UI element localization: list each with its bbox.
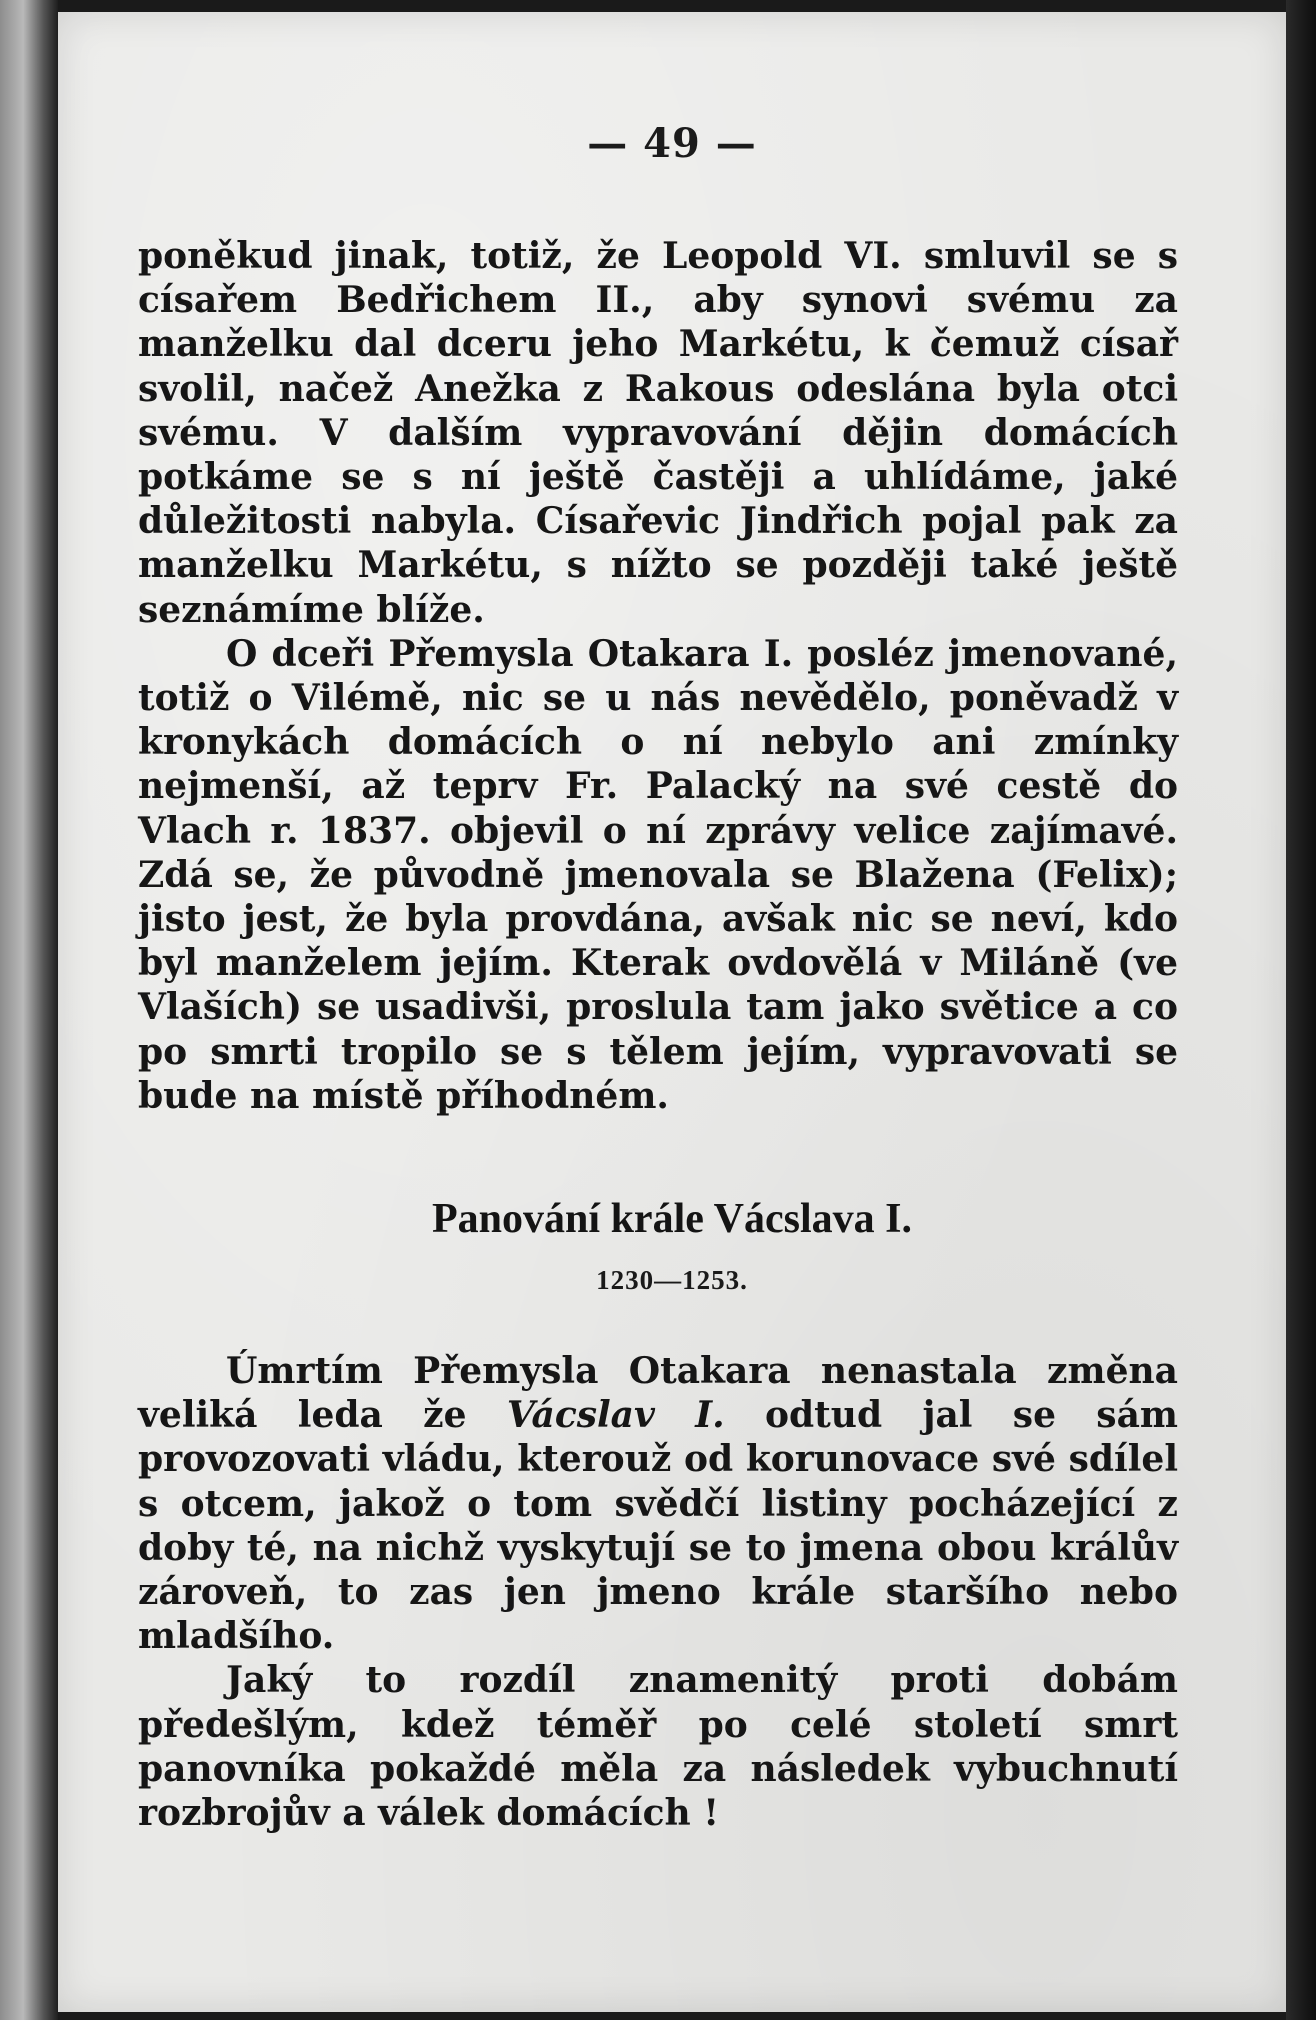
page-number: — 49 — [587, 120, 757, 167]
paragraph-contrast: Jaký to rozdíl znamenitý proti dobám předešlým, kdež téměř po celé století smrt panovníka pokaždé měla za následek vybuchnutí rozbrojův a válek domácích ! [138, 1659, 1178, 1835]
paragraph-reign-start-part-1: Úmrtím Přemysla Otakara nenastala změna veliká leda že [138, 1350, 1178, 1437]
text-section-2 [138, 1349, 1178, 1835]
paragraph-reign-start [138, 1349, 1178, 1658]
scan-edge-right [1286, 0, 1316, 2020]
paragraph-continuation: poněkud jinak, totiž, že Leopold VI. smluvil se s císařem Bedřichem II., aby synovi svému za manželku dal dceru jeho Markétu, k čemuž císař svolil, načež Anežka z Rakous odeslána byla otci svému. V dalším vypravování dějin domácích potkáme se s ní ještě častěji a uhlídáme, jaké důležitosti nabyla. Císařevic Jindřich pojal pak za manželku Markétu, s nížto se později také ještě seznámíme blíže. [138, 235, 1178, 631]
paragraph-vilema: O dceři Přemysla Otakara I. posléz jmenované, totiž o Vilémě, nic se u nás nevědělo, poněvadž v kronykách domácích o ní nebylo ani zmínky nejmenší, až teprv Fr. Palacký na své cestě do Vlach r. 1837. objevil o ní zprávy velice zajímavé. Zdá se, že původně jmenovala se Blažena (Felix); jisto jest, že byla provdána, avšak nic se neví, kdo byl manželem jejím. Kterak ovdovělá v Miláně (ve Vlaších) se usadivši, proslula tam jako světice a co po smrti tropilo se s tělem jejím, vypravovati se bude na místě příhodném. [138, 632, 1178, 1117]
chapter-years: 1230—1253. [596, 1265, 748, 1295]
king-name-italic: Vácslav I. [506, 1394, 725, 1437]
scan-edge-left [0, 0, 58, 2020]
chapter-title: Panování krále Vácslava I. [432, 1196, 912, 1242]
text-section-1 [138, 234, 1178, 1118]
book-page [58, 12, 1286, 2012]
paragraph-reign-start-part-2: odtud jal se sám provozovati vládu, kterouž od korunovace své sdílel s otcem, jakož o tom svědčí listiny pocházející z doby té, na nichž vyskytují se to jmena obou králův zároveň, to zas jen jmeno krále staršího nebo mladšího. [138, 1394, 1178, 1658]
